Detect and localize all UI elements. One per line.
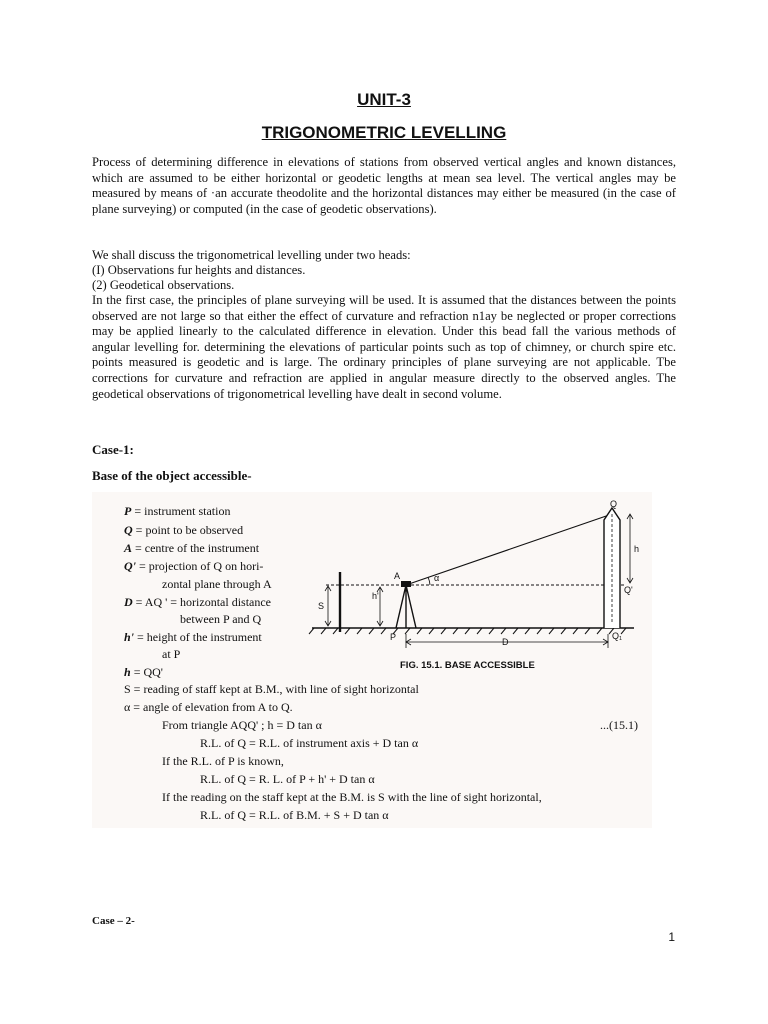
case1-heading: Case-1:	[92, 442, 134, 457]
intro-paragraph: Process of determining difference in elevations of stations from observed vertical angles and known distances, which are assumed to be either horizontal or geodetic lengths at mean sea level. The vertical angles may be measured by means of ·an accurate theodolite and the horizontal distances may either be measured (in the case of plane surveying) or computed (in the case of geodetic observations).	[92, 155, 676, 216]
equation-number: ...(15.1)	[600, 718, 638, 732]
label-a: A	[394, 571, 401, 581]
definition-h: h = QQ'	[124, 665, 163, 679]
label-d: D	[502, 637, 509, 647]
label-q: Q	[610, 499, 618, 509]
case1-subheading: Base of the object accessible-	[92, 468, 252, 483]
page-number: 1	[668, 930, 675, 944]
figure-15-1	[92, 492, 652, 828]
page-title: TRIGONOMETRIC LEVELLING	[261, 123, 507, 142]
fig-line-2: α = angle of elevation from A to Q.	[124, 700, 293, 714]
fig-line-4: R.L. of Q = R.L. of instrument axis + D tan α	[200, 736, 419, 750]
figure-caption: FIG. 15.1. BASE ACCESSIBLE	[400, 660, 535, 671]
label-q-prime: Q'	[624, 585, 633, 595]
fig-line-5: If the R.L. of P is known,	[162, 754, 284, 768]
case2-heading: Case – 2-	[92, 915, 135, 927]
label-s: S	[318, 601, 325, 611]
fig-line-8: R.L. of Q = R.L. of B.M. + S + D tan α	[200, 808, 389, 822]
label-p: P	[390, 632, 397, 642]
definition-q-prime: Q' = projection of Q on hori-	[124, 559, 264, 573]
definition-d-cont: between P and Q	[180, 612, 262, 626]
tripod	[396, 585, 416, 628]
head-item-2: (2) Geodetical observations.	[92, 278, 235, 292]
heads-intro: We shall discuss the trigonometrical levelling under two heads:	[92, 248, 411, 262]
fig-line-1: S = reading of staff kept at B.M., with line of sight horizontal	[124, 682, 419, 696]
ground-hatching	[309, 628, 626, 634]
definition-a: A = centre of the instrument	[124, 541, 260, 555]
fig-line-3: From triangle AQQ' ; h = D tan α	[162, 718, 322, 732]
label-q1: Q₁	[612, 631, 623, 641]
label-h: h	[634, 544, 640, 554]
definition-q-prime-cont: zontal plane through A	[162, 577, 272, 591]
angle-arc	[428, 577, 430, 585]
body-paragraph: In the first case, the principles of plane surveying will be used. It is assumed that the distances between the points observed are not large so that either the effect of curvature and refraction n1ay be neglected or proper corrections may be applied linearly to the calculated difference in elevation. Under this bead fall the various methods of angular levelling for. determining the elevations of particular points such as top of chimney, or church spire etc. points measured is geodetic and is large. The ordinary principles of plane surveying are not applicable. Tbe corrections for curvature and refraction are applied in angular measure directly to the observed angles. The geodetical observations of trigonometrical levelling have dealt in second volume.	[92, 293, 676, 401]
trig-levelling-diagram	[304, 492, 652, 674]
definition-h-prime-cont: at P	[162, 647, 181, 661]
fig-line-7: If the reading on the staff kept at the B.M. is S with the line of sight horizontal,	[162, 790, 542, 804]
definition-d: D = AQ ' = horizontal distance	[124, 595, 272, 609]
definition-q: Q = point to be observed	[124, 523, 244, 537]
fig-line-6: R.L. of Q = R. L. of P + h' + D tan α	[200, 772, 375, 786]
definition-p: P = instrument station	[124, 504, 231, 518]
label-alpha: α	[434, 573, 440, 583]
definition-h-prime: h' = height of the instrument	[124, 630, 262, 644]
head-item-1: (I) Observations fur heights and distances.	[92, 263, 306, 277]
unit-heading: UNIT-3	[357, 90, 411, 109]
label-h-prime: h'	[372, 591, 379, 601]
